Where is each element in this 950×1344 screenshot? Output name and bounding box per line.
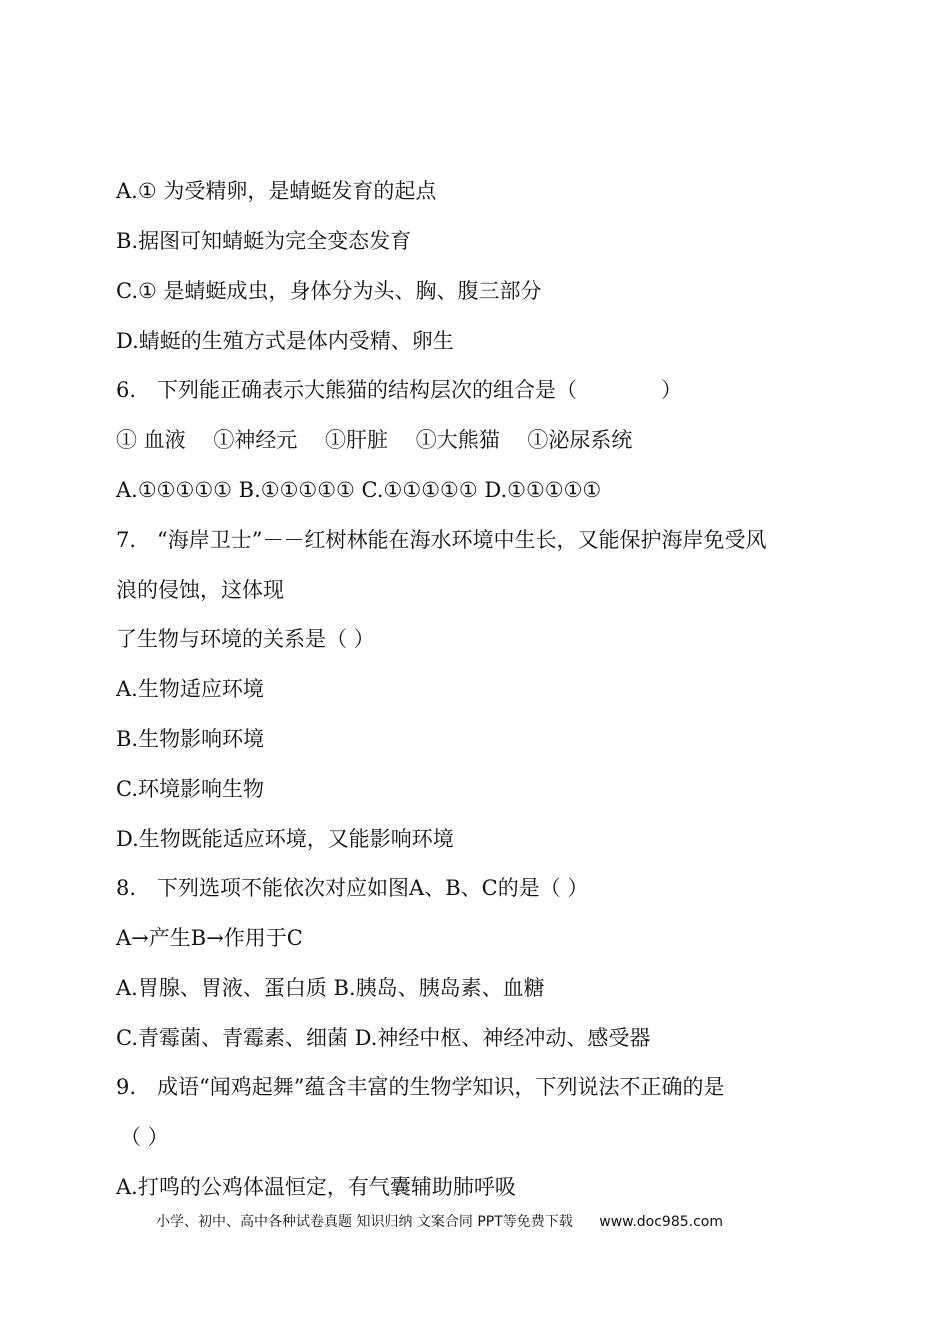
question-7: 7. “海岸卫士”－－红树林能在海水环境中生长，又能保护海岸免受风	[116, 528, 767, 552]
option-5d: D.蜻蜓的生殖方式是体内受精、卵生	[116, 329, 454, 353]
footer-url[interactable]: www.doc985.com	[599, 1214, 723, 1230]
option-7a: A.生物适应环境	[116, 677, 264, 701]
option-5c: C.① 是蜻蜓成虫，身体分为头、胸、腹三部分	[116, 279, 542, 303]
option-5b: B.据图可知蜻蜓为完全变态发育	[116, 229, 412, 253]
question-6: 6. 下列能正确表示大熊猫的结构层次的组合是（ ）	[116, 378, 683, 402]
option-5a: A.① 为受精卵，是蜻蜓发育的起点	[116, 179, 437, 203]
question-7-cont-1: 浪的侵蚀，这体现	[116, 578, 284, 602]
question-8-figure: A→产生B→作用于C	[116, 926, 303, 950]
question-7-cont-2: 了生物与环境的关系是（ ）	[116, 627, 375, 651]
option-8cd: C.青霉菌、青霉素、细菌 D.神经中枢、神经冲动、感受器	[116, 1026, 651, 1050]
footer-text: 小学、初中、高中各种试卷真题 知识归纳 文案合同 PPT等免费下载	[156, 1214, 573, 1230]
option-9a: A.打鸣的公鸡体温恒定，有气囊辅助肺呼吸	[116, 1175, 516, 1199]
option-8ab: A.胃腺、胃液、蛋白质 B.胰岛、胰岛素、血糖	[116, 976, 545, 1000]
question-6-options: A.①①①①① B.①①①①① C.①①①①① D.①①①①①	[116, 478, 602, 502]
question-9-cont: （ ）	[120, 1125, 169, 1149]
question-8: 8. 下列选项不能依次对应如图A、B、C的是（ ）	[116, 876, 589, 900]
page-footer	[156, 1212, 723, 1232]
option-7b: B.生物影响环境	[116, 727, 265, 751]
option-7d: D.生物既能适应环境，又能影响环境	[116, 827, 454, 851]
question-6-items: ① 血液 ①神经元 ①肝脏 ①大熊猫 ①泌尿系统	[116, 428, 633, 452]
question-9: 9. 成语“闻鸡起舞”蕴含丰富的生物学知识，下列说法不正确的是	[116, 1075, 725, 1099]
option-7c: C.环境影响生物	[116, 777, 264, 801]
